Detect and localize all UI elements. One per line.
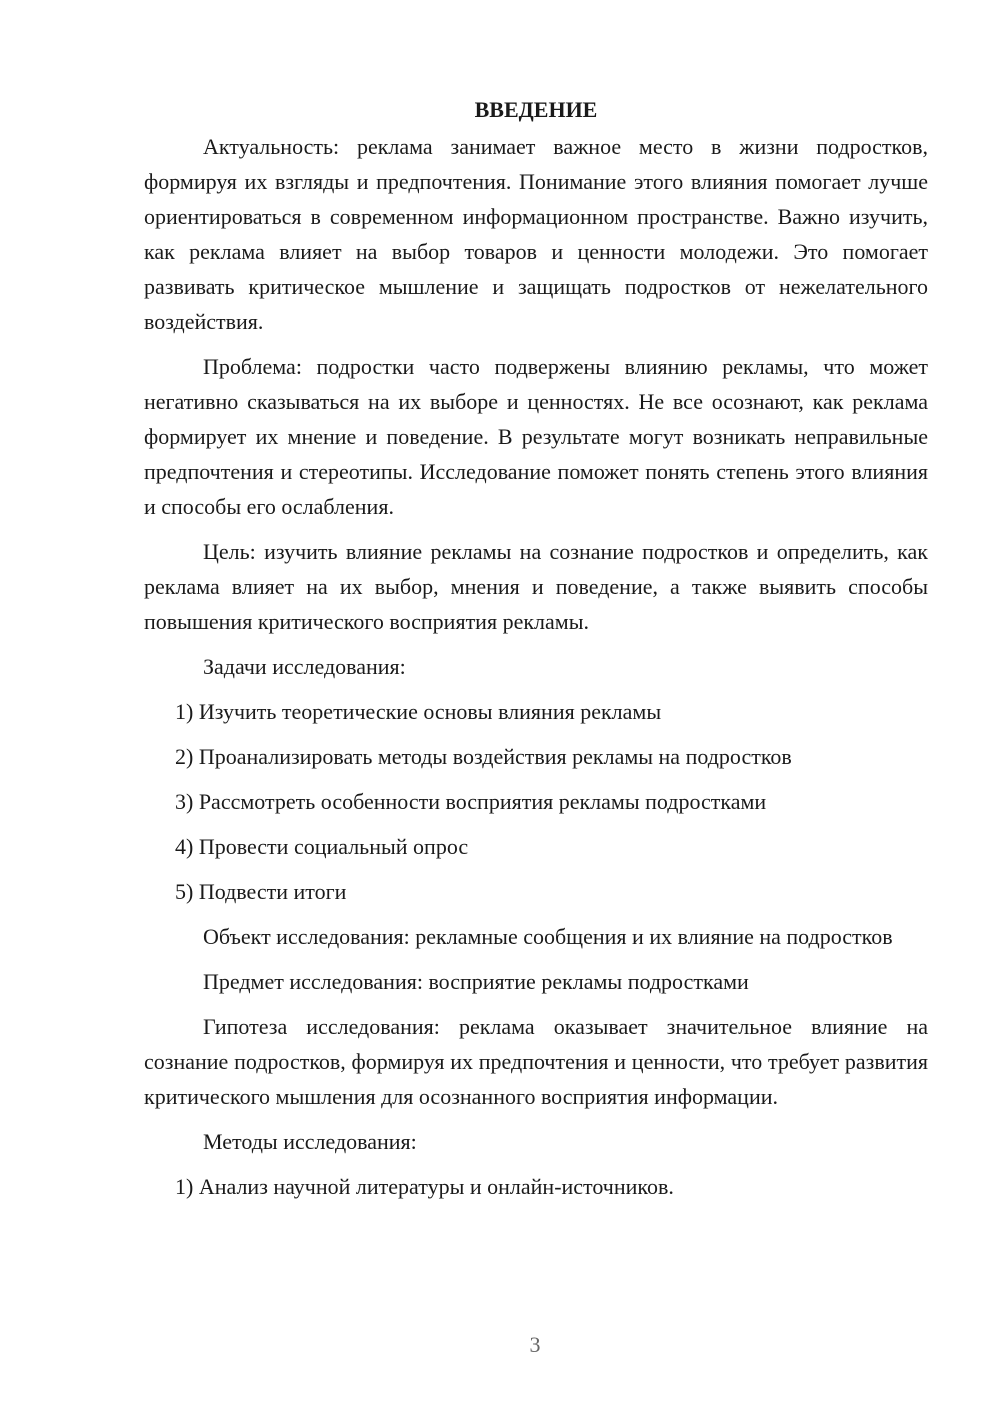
tasks-list [144,694,928,909]
list-item: 5) Подвести итоги [175,879,347,904]
list-item: 3) Рассмотреть особенности восприятия рекламы подростками [175,789,767,814]
page-title: ВВЕДЕНИЕ [474,97,598,122]
document-page [144,92,928,1214]
problem-paragraph: Проблема: подростки часто подвержены влиянию рекламы, что может негативно сказываться на их выборе и ценностях. Не все осознают, как реклама формирует их мнение и поведение. В результате могут возникать неправильные предпочтения и стереотипы. Исследование поможет понять степень этого влияния и способы его ослабления. [144,354,928,519]
hypothesis-paragraph: Гипотеза исследования: реклама оказывает значительное влияние на сознание подростков, формируя их предпочтения и ценности, что требует развития критического мышления для осознанного восприятия информации. [144,1014,928,1109]
list-item: 4) Провести социальный опрос [175,834,469,859]
list-item: 1) Изучить теоретические основы влияния рекламы [175,699,662,724]
methods-heading: Методы исследования: [203,1129,417,1154]
object-paragraph: Объект исследования: рекламные сообщения и их влияние на подростков [203,924,893,949]
list-item: 2) Проанализировать методы воздействия рекламы на подростков [175,744,792,769]
tasks-heading: Задачи исследования: [203,654,406,679]
methods-list [144,1169,928,1204]
subject-paragraph: Предмет исследования: восприятие рекламы подростками [203,969,749,994]
list-item: 1) Анализ научной литературы и онлайн-источников. [175,1174,674,1199]
page-number: 3 [529,1332,541,1357]
relevance-paragraph: Актуальность: реклама занимает важное место в жизни подростков, формируя их взгляды и предпочтения. Понимание этого влияния помогает лучше ориентироваться в современном информационном пространстве. Важно изучить, как реклама влияет на выбор товаров и ценности молодежи. Это помогает развивать критическое мышление и защищать подростков от нежелательного воздействия. [144,134,928,334]
goal-paragraph: Цель: изучить влияние рекламы на сознание подростков и определить, как реклама влияет на их выбор, мнения и поведение, а также выявить способы повышения критического восприятия рекламы. [144,539,928,634]
